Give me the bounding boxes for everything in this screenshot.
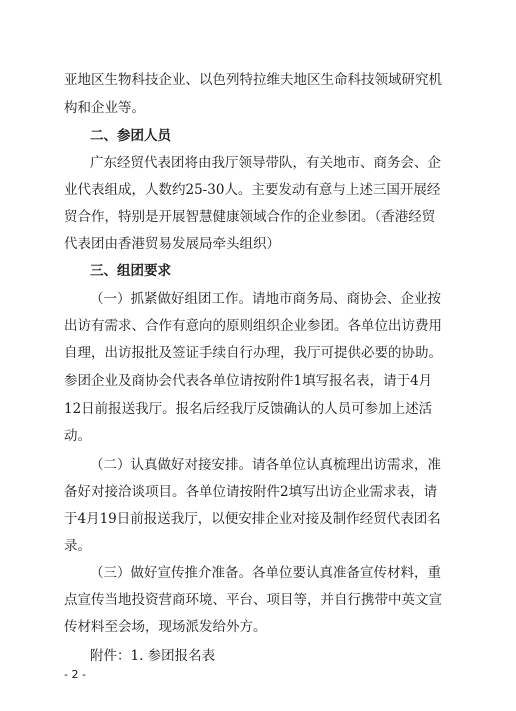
- item1-line-5: 12日前报送我厅。报名后经我厅反馈确认的人员可参加上述活: [64, 401, 433, 417]
- item1-line-1: （一）抓紧做好组团工作。请地市商务局、商协会、企业按: [90, 291, 441, 307]
- item1-line-4: 参团企业及商协会代表各单位请按附件1填写报名表，请于4月: [64, 373, 433, 389]
- item2-line-1: （二）认真做好对接安排。请各单位认真梳理出访需求，准: [90, 457, 441, 473]
- item3-line-3: 传材料至会场，现场派发给外方。: [64, 619, 267, 635]
- intro-line-1: 亚地区生物科技企业、以色列特拉维夫地区生命科技领域研究机: [64, 72, 442, 88]
- intro-line-2: 构和企业等。: [64, 100, 145, 116]
- section2-line-3: 贸合作，特别是开展智慧健康领域合作的企业参团。（香港经贸: [64, 209, 436, 225]
- item1-line-2: 出访有需求、合作有意向的原则组织企业参团。各单位出访费用: [64, 318, 442, 334]
- item3-line-1: （三）做好宣传推介准备。各单位要认真准备宣传材料，重: [90, 565, 441, 581]
- item1-line-6: 动。: [64, 428, 91, 444]
- item2-line-2: 备好对接洽谈项目。各单位请按附件2填写出访企业需求表，请: [64, 484, 438, 500]
- section-heading-personnel: 二、参团人员: [90, 128, 171, 144]
- item1-line-3: 自理，出访报批及签证手续自行办理，我厅可提供必要的协助。: [64, 345, 442, 361]
- item2-line-3: 于4月19日前报送我厅，以便安排企业对接及制作经贸代表团名: [64, 511, 441, 527]
- section2-line-1: 广东经贸代表团将由我厅领导带队，有关地市、商务会、企: [90, 155, 441, 171]
- section2-line-4: 代表团由香港贸易发展局牵头组织）: [64, 236, 280, 252]
- section2-line-2: 业代表组成，人数约25-30人。主要发动有意与上述三国开展经: [64, 182, 441, 198]
- attachment-line: 附件：1. 参团报名表: [90, 648, 216, 664]
- item2-line-4: 录。: [64, 538, 91, 554]
- page-number: - 2 -: [64, 668, 86, 681]
- item3-line-2: 点宣传当地投资营商环境、平台、项目等，并自行携带中英文宣: [64, 592, 442, 608]
- section-heading-requirements: 三、组团要求: [90, 263, 171, 279]
